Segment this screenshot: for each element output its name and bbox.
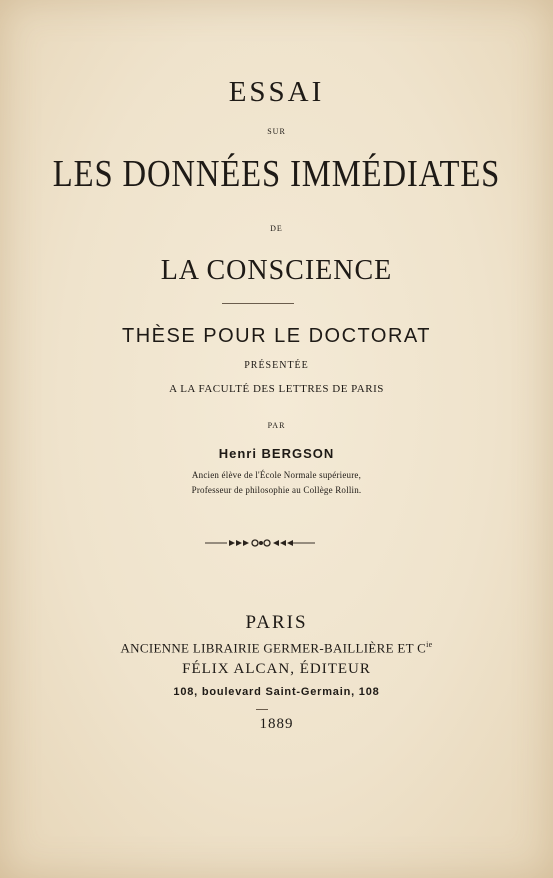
- publisher-name: ANCIENNE LIBRAIRIE GERMER-BAILLIÈRE ET C: [120, 640, 427, 656]
- publisher-suffix: ie: [426, 640, 433, 649]
- imprint-year: 1889: [259, 716, 294, 732]
- divider-short-rule: [256, 709, 268, 710]
- imprint-publisher: [0, 640, 553, 656]
- presented-line: PRÉSENTÉE: [244, 360, 309, 371]
- imprint-city: PARIS: [245, 612, 308, 633]
- by-line: PAR: [267, 421, 286, 430]
- author-name: Henri BERGSON: [218, 446, 335, 461]
- imprint-editor: FÉLIX ALCAN, ÉDITEUR: [182, 661, 371, 677]
- title-conscience: LA CONSCIENCE: [160, 255, 393, 286]
- imprint-address: 108, boulevard Saint-Germain, 108: [173, 686, 380, 698]
- author-credential: Ancien élève de l'École Normale supérieure,: [191, 470, 362, 480]
- divider-rule: [222, 303, 294, 304]
- ornament-icon: [205, 536, 315, 550]
- connector-de: DE: [270, 224, 283, 233]
- author-credential: Professeur de philosophie au Collège Rollin.: [191, 485, 362, 495]
- faculty-line: A LA FACULTÉ DES LETTRES DE PARIS: [169, 383, 384, 395]
- main-title: LES DONNÉES IMMÉDIATES: [52, 153, 501, 195]
- thesis-line: THÈSE POUR LE DOCTORAT: [122, 325, 431, 347]
- connector-sur: SUR: [267, 127, 286, 136]
- title-essai: ESSAI: [228, 76, 325, 108]
